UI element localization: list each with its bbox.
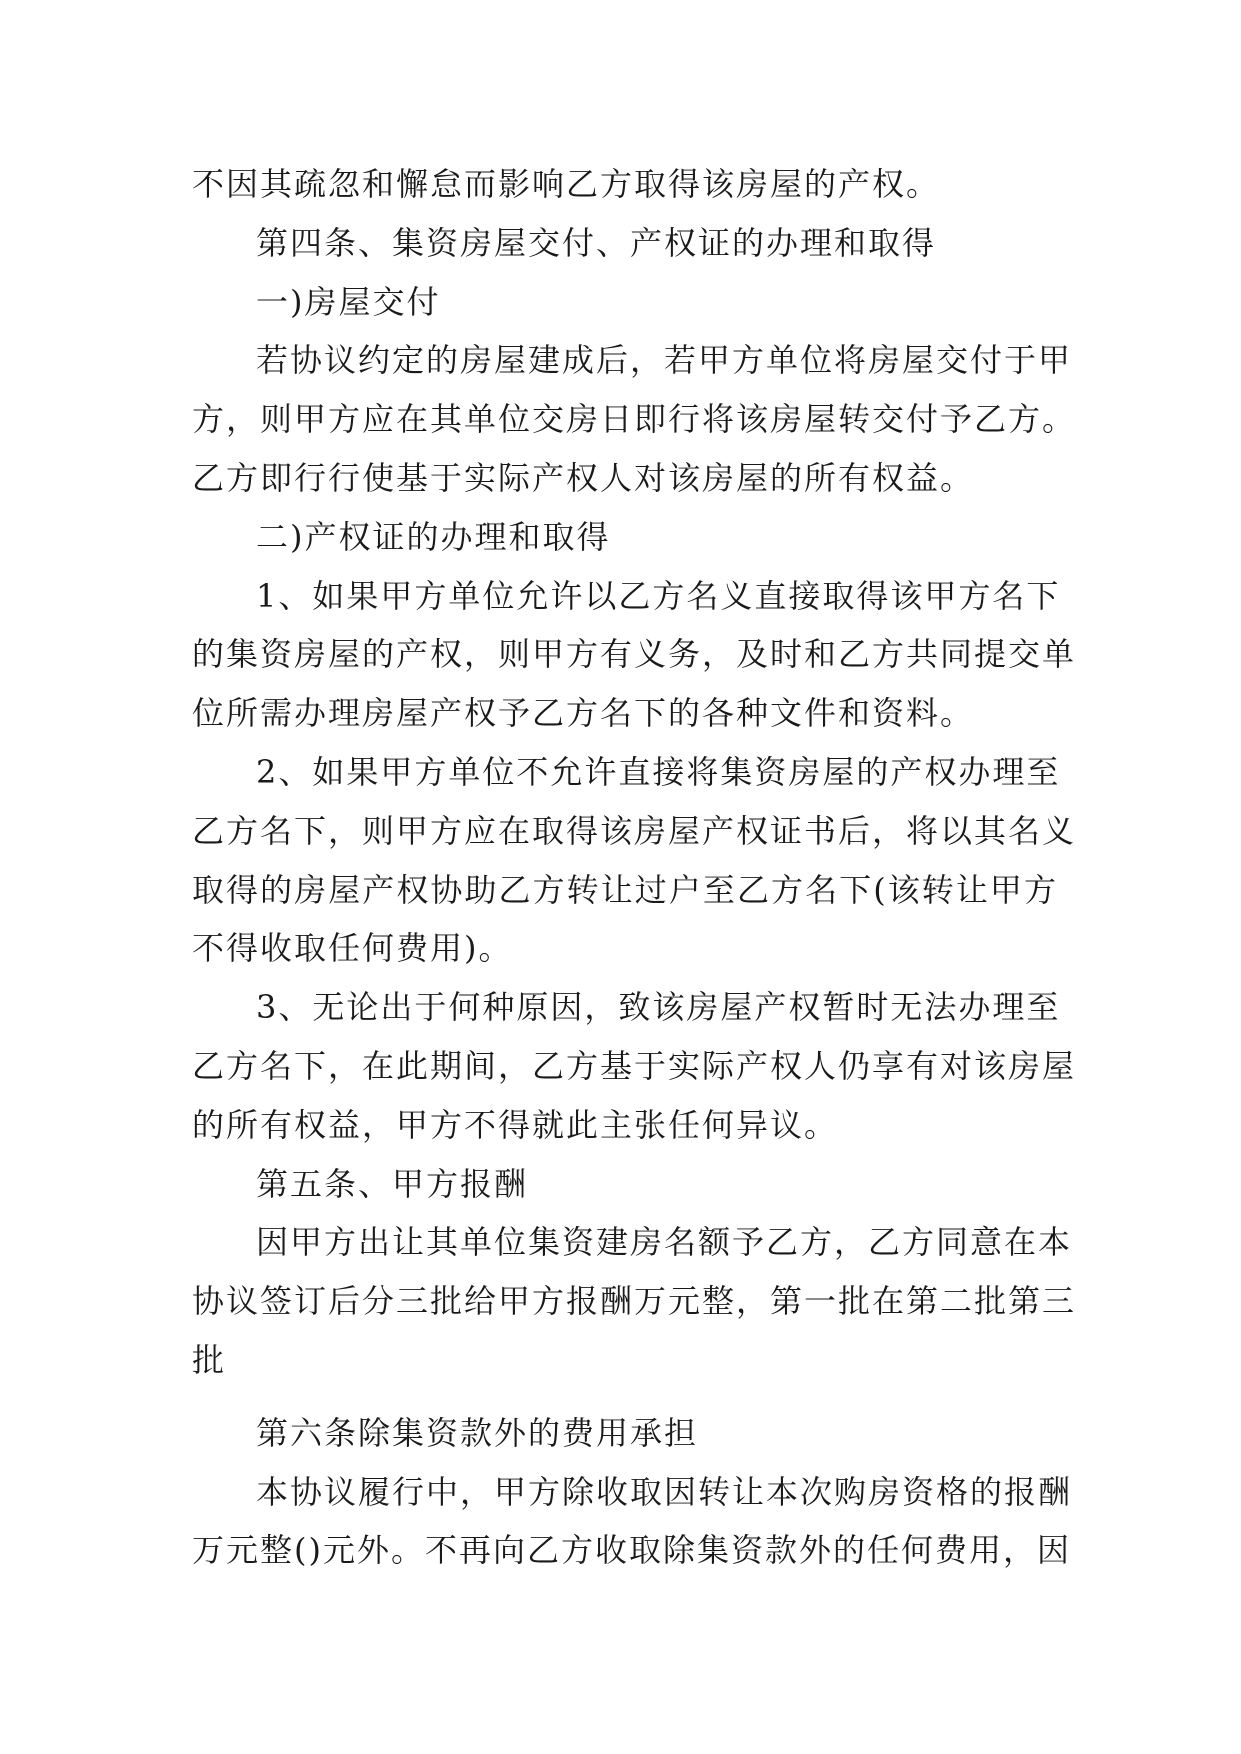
subsection-heading-certificate: 二)产权证的办理和取得	[256, 517, 611, 556]
paragraph-gap	[192, 1390, 1058, 1404]
paragraph-line: 因甲方出让其单位集资建房名额予乙方，乙方同意在本	[256, 1223, 1073, 1262]
paragraph-line: 的所有权益，甲方不得就此主张任何异议。	[192, 1105, 839, 1144]
paragraph-line: 位所需办理房屋产权予乙方名下的各种文件和资料。	[192, 694, 975, 733]
paragraph-line: 乙方即行行使基于实际产权人对该房屋的所有权益。	[192, 458, 975, 497]
paragraph-line: 协议签订后分三批给甲方报酬万元整，第一批在第二批第三	[192, 1282, 1077, 1321]
paragraph-line: 的集资房屋的产权，则甲方有义务，及时和乙方共同提交单	[192, 635, 1077, 674]
section-heading-article-5: 第五条、甲方报酬	[256, 1164, 529, 1203]
paragraph-line: 乙方名下，则甲方应在取得该房屋产权证书后，将以其名义	[192, 811, 1077, 850]
paragraph-line: 取得的房屋产权协助乙方转让过户至乙方名下(该转让甲方	[192, 870, 1058, 909]
paragraph-line: 3、无论出于何种原因，致该房屋产权暂时无法办理至	[256, 988, 1061, 1027]
section-heading-article-6: 第六条除集资款外的费用承担	[256, 1413, 699, 1452]
paragraph-line: 若协议约定的房屋建成后，若甲方单位将房屋交付于甲	[256, 341, 1073, 380]
paragraph-line: 批	[192, 1340, 227, 1379]
paragraph-line: 本协议履行中，甲方除收取因转让本次购房资格的报酬	[256, 1472, 1073, 1511]
paragraph-line: 不因其疏忽和懈怠而影响乙方取得该房屋的产权。	[192, 165, 941, 203]
paragraph-line: 乙方名下，在此期间，乙方基于实际产权人仍享有对该房屋	[192, 1046, 1077, 1085]
paragraph-line: 万元整()元外。不再向乙方收取除集资款外的任何费用，因	[192, 1531, 1071, 1570]
paragraph-line: 1、如果甲方单位允许以乙方名义直接取得该甲方名下	[256, 576, 1061, 615]
paragraph-line: 不得收取任何费用)。	[192, 929, 513, 968]
subsection-heading-delivery: 一)房屋交付	[256, 282, 441, 321]
document-body	[192, 155, 1077, 1580]
section-heading-article-4: 第四条、集资房屋交付、产权证的办理和取得	[256, 223, 937, 262]
paragraph-line: 方，则甲方应在其单位交房日即行将该房屋转交付予乙方。	[192, 400, 1077, 439]
paragraph-line: 2、如果甲方单位不允许直接将集资房屋的产权办理至	[256, 752, 1061, 791]
